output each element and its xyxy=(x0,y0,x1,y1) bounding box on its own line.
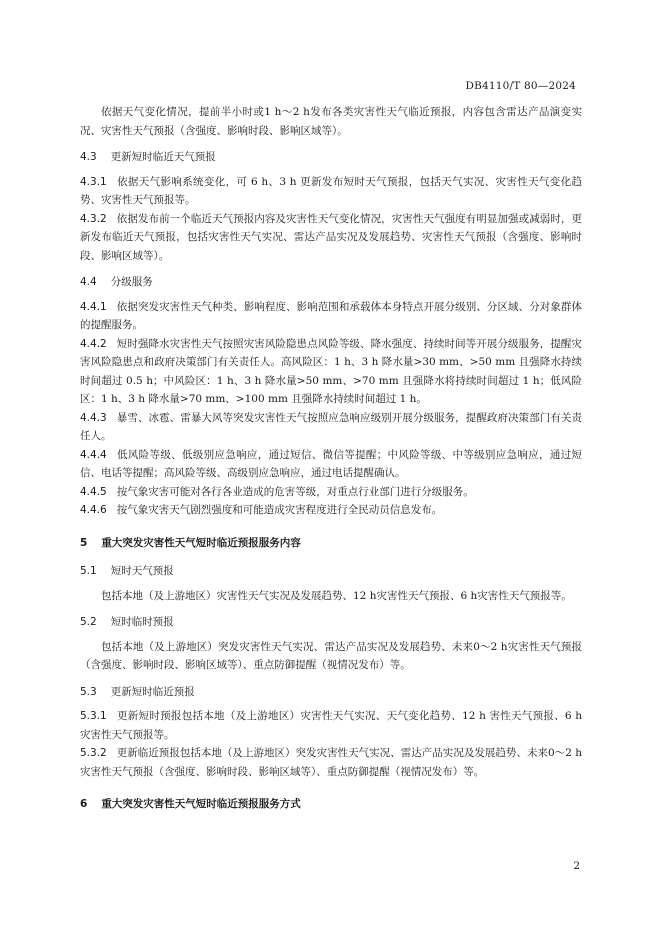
clause-number: 4.3.1 xyxy=(80,175,107,188)
section-title: 短时临时预报 xyxy=(110,616,174,628)
document-id: DB4110/T 80—2024 xyxy=(465,80,576,92)
clause-text: 依据天气影响系统变化，可 6 h、3 h 更新发布短时天气预报，包括天气实况、灾害性天气变化趋势、灾害性天气预报等。 xyxy=(80,175,582,206)
chapter-title: 重大突发灾害性天气短时临近预报服务方式 xyxy=(101,798,301,810)
section-heading-5-1 xyxy=(80,562,582,581)
section-4-4-items xyxy=(80,298,582,520)
clause-text: 更新临近预报包括本地（及上游地区）突发灾害性天气实况、雷达产品实况及发展趋势、未来0～2 h 灾害性天气预报（含强度、影响时段、影响区域等）、重点防御提醒（视情况发布）等。 xyxy=(80,747,582,778)
clause-number: 4.4.2 xyxy=(80,337,107,350)
clause-4-4-2 xyxy=(80,335,582,409)
chapter-title: 重大突发灾害性天气短时临近预报服务内容 xyxy=(101,536,301,549)
clause-number: 4.4.5 xyxy=(80,485,107,498)
section-5-2-paragraph: 包括本地（及上游地区）突发灾害性天气实况、雷达产品实况及发展趋势、未来0～2 h灾害性天气预报（含强度、影响时段、影响区域等）、重点防御提醒（视情况发布）等。 xyxy=(80,640,582,671)
intro-paragraph: 依据天气变化情况，提前半小时或1 h～2 h发布各类灾害性天气临近预报，内容包含雷达产品演变实况、灾害性天气预报（含强度、影响时段、影响区域等）。 xyxy=(80,106,582,137)
section-number: 5.3 xyxy=(80,685,97,698)
page-number: 2 xyxy=(573,860,580,872)
clause-text: 依据发布前一个临近天气预报内容及灾害性天气变化情况，灾害性天气强度有明显加强或减弱时，更新发布临近天气预报，包括灾害性天气实况、雷达产品实况及发展趋势、灾害性天气预报（含强度、影响时段、影响区域等）。 xyxy=(80,212,582,262)
clause-number: 4.4.1 xyxy=(80,300,107,313)
clause-text: 低风险等级、低级别应急响应，通过短信、微信等提醒；中风险等级、中等级别应急响应，通过短信、电话等提醒；高风险等级、高级别应急响应，通过电话提醒确认。 xyxy=(80,448,582,479)
clause-text: 按气象灾害天气剧烈强度和可能造成灾害程度进行全民动员信息发布。 xyxy=(116,504,443,516)
section-heading-5-3 xyxy=(80,683,582,702)
section-number: 4.4 xyxy=(80,276,97,288)
clause-number: 4.4.3 xyxy=(80,411,107,424)
clause-text: 按气象灾害可能对各行各业造成的危害等级，对重点行业部门进行分级服务。 xyxy=(116,485,474,498)
clause-4-4-1 xyxy=(80,298,582,335)
section-5-1-paragraph: 包括本地（及上游地区）灾害性天气实况及发展趋势、12 h灾害性天气预报、6 h灾害性天气预报等。 xyxy=(101,589,572,602)
clause-text: 依据突发灾害性天气种类、影响程度、影响范围和承载体本身特点开展分级别、分区域、分对象群体的提醒服务。 xyxy=(80,300,582,331)
clause-4-4-6 xyxy=(80,501,582,520)
clause-4-4-3 xyxy=(80,409,582,446)
section-heading-4-3 xyxy=(80,148,582,167)
section-5-3-items xyxy=(80,707,582,781)
section-number: 4.3 xyxy=(80,151,97,163)
clause-text: 更新短时预报包括本地（及上游地区）灾害性天气实况、天气变化趋势、12 h 害性天气预报、6 h 灾害性天气预报等。 xyxy=(80,710,582,741)
clause-4-4-4 xyxy=(80,446,582,483)
clause-number: 4.4.6 xyxy=(80,504,107,516)
clause-number: 4.4.4 xyxy=(80,448,107,461)
chapter-heading-5 xyxy=(80,534,582,553)
section-title: 更新短时临近预报 xyxy=(110,685,195,698)
chapter-number: 6 xyxy=(80,798,88,810)
clause-4-3-2 xyxy=(80,210,582,266)
clause-number: 5.3.1 xyxy=(80,710,107,722)
clause-5-3-1 xyxy=(80,707,582,744)
chapter-number: 5 xyxy=(80,536,88,549)
page-content xyxy=(80,103,582,824)
section-4-3-items xyxy=(80,173,582,266)
clause-text: 暴雪、冰雹、雷暴大风等突发灾害性天气按照应急响应级别开展分级服务，提醒政府决策部门有关责任人。 xyxy=(80,411,582,442)
clause-text: 短时强降水灾害性天气按照灾害风险隐患点风险等级、降水强度、持续时间等开展分级服务，提醒灾害风险隐患点和政府决策部门有关责任人。高风险区：1 h、3 h 降水量>30 mm、>50 mm 且强降水持续时间超过 0.5 h；中风险区：1 h、3 h 降水量>50 mm、>70 mm 且强降水将持续时间超过 1 h；低风险区：1 h、3 h 降水量>70 mm、>100 mm 且强降水持续时间超过 1 h。 xyxy=(80,337,582,405)
section-title: 分级服务 xyxy=(110,276,153,288)
clause-5-3-2 xyxy=(80,744,582,781)
section-number: 5.1 xyxy=(80,565,97,577)
clause-number: 4.3.2 xyxy=(80,212,107,225)
section-number: 5.2 xyxy=(80,616,97,628)
section-heading-5-2 xyxy=(80,613,582,632)
section-title: 更新短时临近天气预报 xyxy=(110,151,216,163)
clause-4-3-1 xyxy=(80,173,582,210)
section-heading-4-4 xyxy=(80,273,582,292)
clause-4-4-5 xyxy=(80,483,582,502)
chapter-heading-6 xyxy=(80,795,582,814)
clause-number: 5.3.2 xyxy=(80,747,107,759)
section-title: 短时天气预报 xyxy=(110,565,174,577)
